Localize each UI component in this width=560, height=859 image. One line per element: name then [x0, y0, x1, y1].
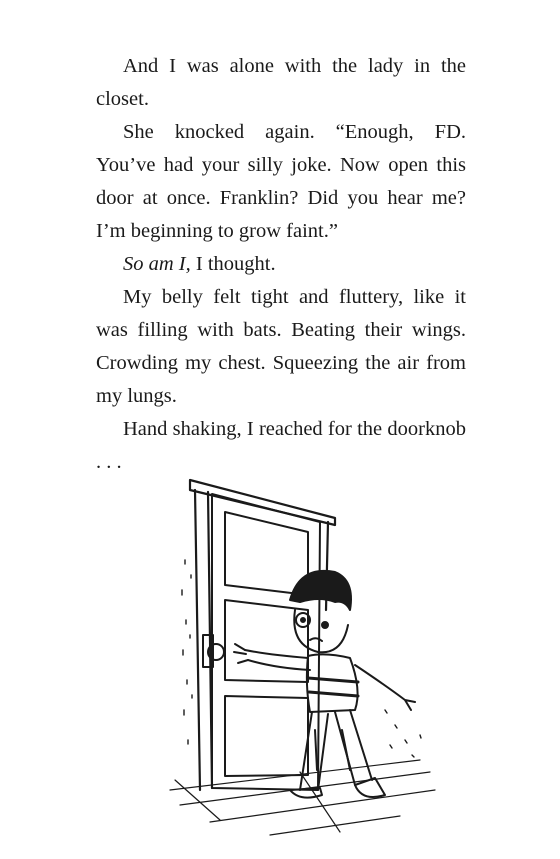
paragraph-1-text: And I was alone with the lady in the closet.	[96, 55, 466, 110]
door	[203, 494, 320, 790]
paragraph-2	[96, 116, 466, 248]
paragraph-3-italic-text: So am I,	[123, 253, 191, 275]
paragraph-3	[96, 248, 466, 281]
paragraph-2-text: She knocked again. “Enough, FD. You’ve had your silly joke. Now open this door at once. Franklin? Did you hear me? I’m beginning to grow faint.”	[96, 121, 466, 242]
paragraph-1	[96, 50, 466, 116]
paragraph-4	[96, 281, 466, 413]
paragraph-4-text: My belly felt tight and fluttery, like it was filling with bats. Beating their wings. Crowding my chest. Squeezing the air from my lungs.	[96, 286, 466, 407]
boy-at-door-illustration	[150, 460, 440, 840]
paragraph-5-text: Hand shaking, I reached for the doorknob . . .	[96, 418, 466, 473]
page-body-text	[96, 50, 466, 479]
paragraph-3-text: I thought.	[190, 253, 276, 275]
